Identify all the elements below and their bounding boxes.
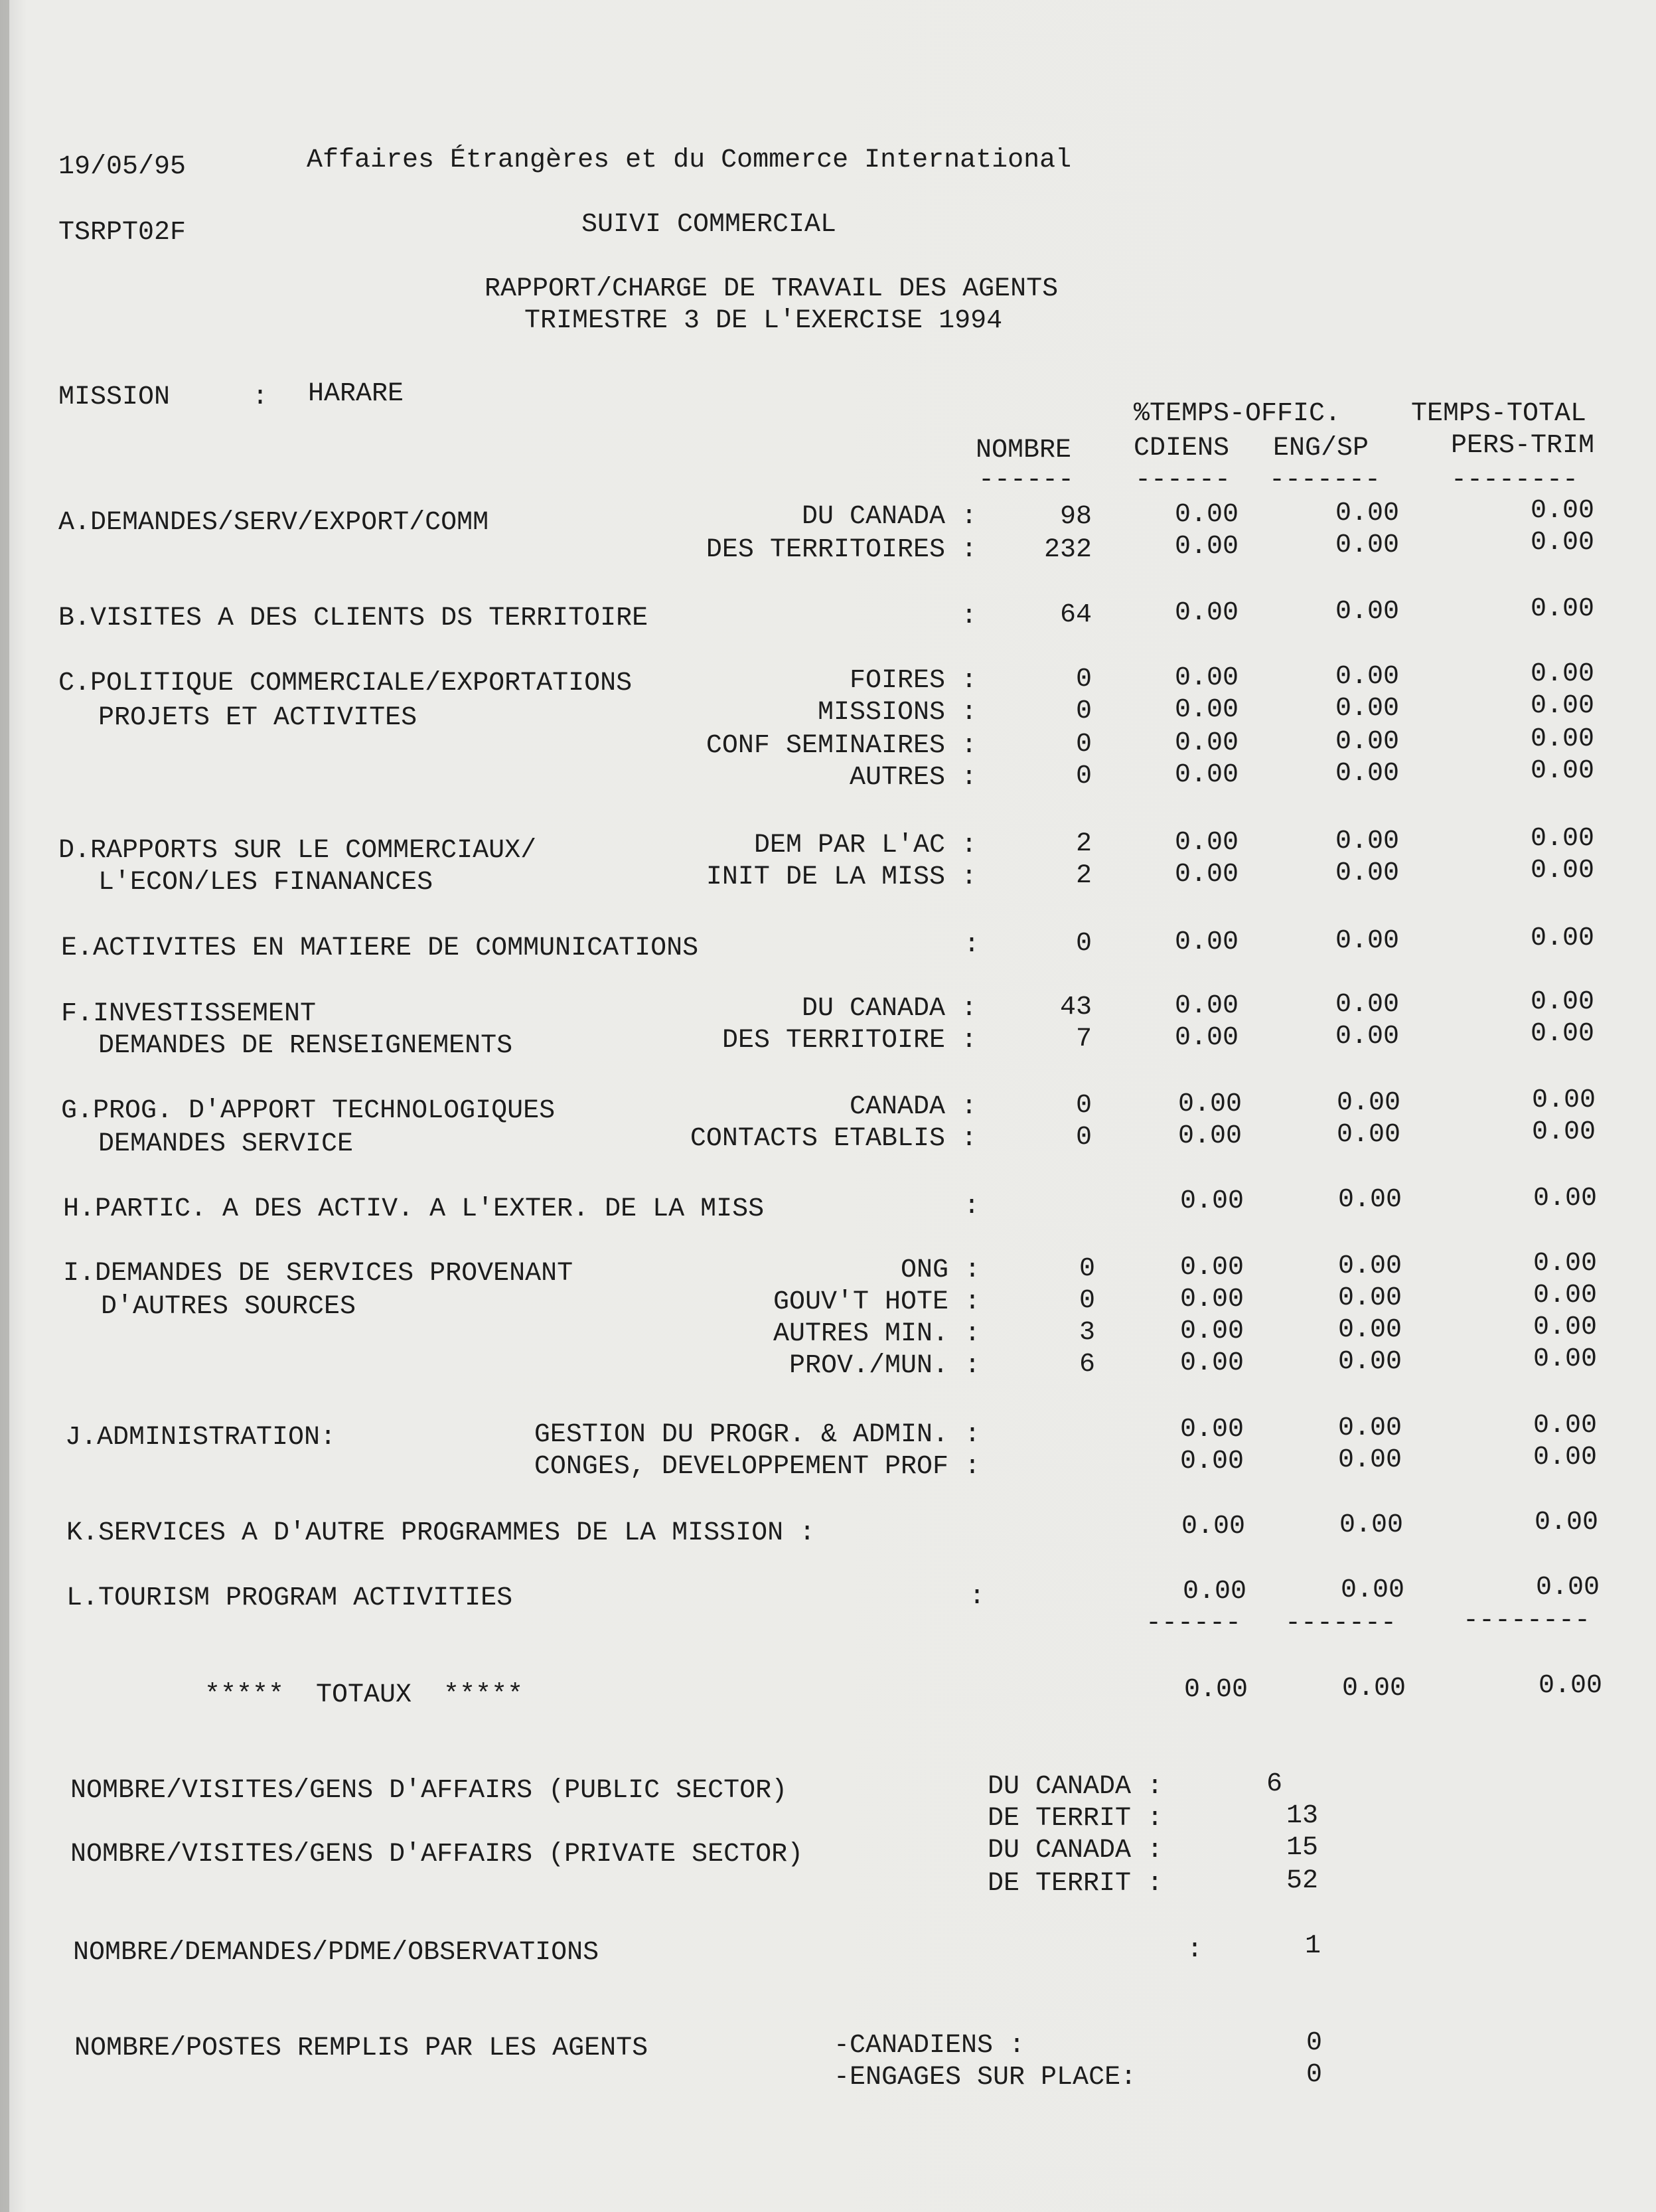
row-c3-cdiens: 0.00 [1175,728,1239,758]
row-f2-engsp: 0.00 [1335,1022,1400,1052]
row-l-total: 0.00 [1536,1573,1600,1603]
row-i1-engsp: 0.00 [1338,1251,1402,1281]
row-k-cdiens: 0.00 [1181,1512,1246,1541]
row-i1-sub: ONG : [900,1255,980,1285]
row-f1-cdiens: 0.00 [1175,991,1239,1021]
totals-label: ***** TOTAUX ***** [204,1680,524,1710]
row-c3-sub: CONF SEMINAIRES : [706,731,977,761]
row-h-cdiens: 0.00 [1180,1186,1244,1216]
section-e-label: E.ACTIVITES EN MATIERE DE COMMUNICATIONS [61,933,699,963]
section-j-label: J.ADMINISTRATION: [65,1423,337,1453]
row-h-engsp: 0.00 [1338,1185,1402,1215]
row-g2-nombre: 0 [1075,1123,1092,1152]
row-j1-total: 0.00 [1533,1411,1598,1441]
postes-engages-label: -ENGAGES SUR PLACE: [834,2063,1137,2093]
row-f1-sub: DU CANADA : [801,994,977,1024]
section-c-label-2: PROJETS ET ACTIVITES [98,703,417,733]
row-i1-nombre: 0 [1079,1254,1095,1284]
column-header-engsp: ENG/SP [1273,434,1369,463]
report-title: RAPPORT/CHARGE DE TRAVAIL DES AGENTS [485,274,1059,304]
mission-value: HARARE [308,379,404,409]
row-k-total: 0.00 [1535,1508,1599,1538]
row-c4-engsp: 0.00 [1335,759,1400,789]
report-subtitle: TRIMESTRE 3 DE L'EXERCISE 1994 [524,306,1003,336]
system-name: SUIVI COMMERCIAL [581,210,837,240]
report-date: 19/05/95 [58,152,187,182]
section-b-label: B.VISITES A DES CLIENTS DS TERRITOIRE [58,603,648,633]
row-i4-sub: PROV./MUN. : [789,1351,980,1381]
row-i2-total: 0.00 [1533,1281,1598,1310]
section-k-label: K.SERVICES A D'AUTRE PROGRAMMES DE LA MISSION : [66,1518,816,1548]
column-dashes-total: -------- [1451,465,1579,495]
demandes-value: 1 [1305,1931,1321,1961]
row-i1-total: 0.00 [1533,1249,1598,1279]
row-a1-nombre: 98 [1059,502,1092,532]
row-f1-engsp: 0.00 [1335,990,1400,1020]
row-g2-total: 0.00 [1532,1117,1596,1147]
row-i3-nombre: 3 [1079,1318,1095,1348]
section-h-label: H.PARTIC. A DES ACTIV. A L'EXTER. DE LA MISS [63,1194,765,1224]
section-c-label: C.POLITIQUE COMMERCIALE/EXPORTATIONS [58,669,633,698]
row-c3-nombre: 0 [1075,730,1092,759]
row-i4-total: 0.00 [1533,1344,1598,1374]
row-h-sub: : [964,1192,980,1222]
row-i3-total: 0.00 [1533,1312,1598,1342]
row-i3-cdiens: 0.00 [1180,1316,1244,1346]
row-e-nombre: 0 [1075,929,1092,959]
column-dashes-engsp: ------- [1269,465,1381,495]
mission-colon: : [252,382,269,412]
row-e-sub: : [964,930,980,960]
row-d1-engsp: 0.00 [1335,827,1400,856]
totals-cdiens: 0.00 [1184,1675,1248,1705]
section-g-label-2: DEMANDES SERVICE [98,1129,354,1159]
mission-label: MISSION [58,382,171,412]
row-a1-sub: DU CANADA : [801,502,977,532]
row-f2-cdiens: 0.00 [1175,1023,1239,1053]
row-c4-nombre: 0 [1075,761,1092,791]
section-a-label: A.DEMANDES/SERV/EXPORT/COMM [58,508,489,538]
visits-private-canada-label: DU CANADA : [988,1836,1164,1865]
row-j1-cdiens: 0.00 [1180,1415,1244,1445]
row-j1-sub: GESTION DU PROGR. & ADMIN. : [534,1420,980,1450]
row-b-sub: : [961,601,978,631]
row-f2-nombre: 7 [1075,1024,1092,1054]
section-g-label: G.PROG. D'APPORT TECHNOLOGIQUES [61,1096,556,1126]
row-i4-cdiens: 0.00 [1180,1348,1244,1378]
row-c2-sub: MISSIONS : [817,698,977,728]
postes-canadiens-value: 0 [1306,2028,1323,2058]
section-d-label-2: L'ECON/LES FINANANCES [98,868,433,898]
row-i1-cdiens: 0.00 [1180,1253,1244,1283]
column-dashes-nombre: ------ [978,465,1075,495]
row-e-cdiens: 0.00 [1175,927,1239,957]
row-e-engsp: 0.00 [1335,926,1400,956]
row-g1-engsp: 0.00 [1337,1088,1401,1118]
row-c2-engsp: 0.00 [1335,694,1400,724]
row-g2-cdiens: 0.00 [1178,1121,1242,1151]
total-dashes-cdiens: ------ [1146,1609,1242,1638]
row-b-nombre: 64 [1059,600,1092,630]
row-d2-total: 0.00 [1531,856,1595,886]
row-i2-sub: GOUV'T HOTE : [773,1287,980,1317]
row-a2-nombre: 232 [1043,535,1092,565]
row-g1-total: 0.00 [1532,1085,1596,1115]
visits-public-territ-label: DE TERRIT : [988,1804,1164,1834]
row-c4-total: 0.00 [1531,756,1595,786]
row-i4-nombre: 6 [1079,1350,1095,1380]
row-a1-engsp: 0.00 [1335,499,1400,528]
row-i2-nombre: 0 [1079,1286,1095,1316]
row-l-sub: : [969,1582,986,1612]
row-c1-nombre: 0 [1075,665,1092,694]
row-c4-cdiens: 0.00 [1175,760,1239,790]
row-c1-cdiens: 0.00 [1175,663,1239,693]
row-f2-total: 0.00 [1531,1019,1595,1049]
postes-label: NOMBRE/POSTES REMPLIS PAR LES AGENTS [74,2033,648,2063]
report-code: TSRPT02F [58,218,187,248]
row-a1-total: 0.00 [1531,496,1595,526]
totals-total: 0.00 [1539,1671,1603,1701]
row-c3-engsp: 0.00 [1335,727,1400,757]
row-g1-sub: CANADA : [849,1092,977,1122]
section-i-label-2: D'AUTRES SOURCES [101,1292,356,1322]
row-d1-cdiens: 0.00 [1175,828,1239,858]
row-g2-sub: CONTACTS ETABLIS : [690,1124,977,1154]
row-b-engsp: 0.00 [1335,597,1400,627]
row-d1-sub: DEM PAR L'AC : [753,830,977,860]
row-c2-total: 0.00 [1531,691,1595,721]
section-i-label: I.DEMANDES DE SERVICES PROVENANT [63,1259,573,1289]
column-header-perstrim: PERS-TRIM [1451,431,1595,461]
ministry-name: Affaires Étrangères et du Commerce International [307,145,1072,175]
row-c1-engsp: 0.00 [1335,662,1400,692]
row-d1-nombre: 2 [1075,829,1092,859]
row-j2-sub: CONGES, DEVELOPPEMENT PROF : [534,1452,980,1482]
row-c3-total: 0.00 [1531,724,1595,754]
visits-public-canada-value: 6 [1266,1769,1283,1799]
row-j2-engsp: 0.00 [1338,1445,1402,1475]
section-l-label: L.TOURISM PROGRAM ACTIVITIES [66,1583,513,1613]
row-f2-sub: DES TERRITOIRE : [721,1026,977,1056]
row-j2-cdiens: 0.00 [1180,1447,1244,1476]
row-i3-engsp: 0.00 [1338,1315,1402,1345]
row-a2-engsp: 0.00 [1335,530,1400,560]
row-f1-total: 0.00 [1531,987,1595,1017]
row-j2-total: 0.00 [1533,1443,1598,1472]
row-d2-cdiens: 0.00 [1175,860,1239,890]
row-i2-engsp: 0.00 [1338,1283,1402,1313]
row-i3-sub: AUTRES MIN. : [773,1319,980,1349]
total-dashes-engsp: ------- [1285,1609,1397,1638]
totals-engsp: 0.00 [1342,1674,1406,1703]
row-j1-engsp: 0.00 [1338,1413,1402,1443]
row-b-cdiens: 0.00 [1175,598,1239,628]
row-g1-cdiens: 0.00 [1178,1089,1242,1119]
column-header-cdiens: CDIENS [1134,434,1230,463]
postes-canadiens-label: -CANADIENS : [834,2031,1025,2061]
row-a2-cdiens: 0.00 [1175,532,1239,562]
column-header-nombre: NOMBRE [976,435,1072,465]
total-dashes-total: -------- [1463,1606,1591,1636]
row-d2-sub: INIT DE LA MISS : [706,862,977,892]
section-f-label: F.INVESTISSEMENT [61,999,317,1029]
row-b-total: 0.00 [1531,594,1595,624]
column-header-total: TEMPS-TOTAL [1411,399,1587,429]
visits-private-canada-value: 15 [1286,1833,1319,1863]
row-a2-total: 0.00 [1531,528,1595,558]
visits-public-canada-label: DU CANADA : [988,1772,1164,1802]
demandes-colon: : [1187,1935,1203,1965]
row-d2-nombre: 2 [1075,861,1092,891]
demandes-label: NOMBRE/DEMANDES/PDME/OBSERVATIONS [73,1938,599,1968]
section-d-label: D.RAPPORTS SUR LE COMMERCIAUX/ [58,836,537,866]
row-k-engsp: 0.00 [1339,1510,1404,1540]
row-i2-cdiens: 0.00 [1180,1285,1244,1314]
row-g2-engsp: 0.00 [1337,1120,1401,1150]
column-dashes-cdiens: ------ [1135,465,1231,495]
row-e-total: 0.00 [1531,923,1595,953]
row-c2-nombre: 0 [1075,696,1092,726]
row-c1-sub: FOIRES : [849,666,977,696]
row-c2-cdiens: 0.00 [1175,695,1239,725]
row-g1-nombre: 0 [1075,1091,1092,1121]
row-l-engsp: 0.00 [1341,1575,1405,1605]
row-i4-engsp: 0.00 [1338,1347,1402,1377]
row-c4-sub: AUTRES : [849,763,977,793]
row-l-cdiens: 0.00 [1183,1577,1247,1607]
section-f-label-2: DEMANDES DE RENSEIGNEMENTS [98,1031,513,1061]
row-a2-sub: DES TERRITOIRES : [706,535,977,565]
row-a1-cdiens: 0.00 [1175,500,1239,530]
page-edge-shadow [0,0,9,2212]
visits-private-territ-label: DE TERRIT : [988,1869,1164,1899]
visits-private-label: NOMBRE/VISITES/GENS D'AFFAIRS (PRIVATE SECTOR) [70,1840,804,1869]
visits-private-territ-value: 52 [1286,1866,1319,1896]
row-c1-total: 0.00 [1531,659,1595,689]
row-f1-nombre: 43 [1059,992,1092,1022]
row-d2-engsp: 0.00 [1335,858,1400,888]
column-header-pct: %TEMPS-OFFIC. [1134,399,1341,429]
row-d1-total: 0.00 [1531,824,1595,854]
postes-engages-value: 0 [1306,2060,1323,2090]
row-h-total: 0.00 [1533,1184,1598,1214]
visits-public-territ-value: 13 [1286,1801,1319,1831]
visits-public-label: NOMBRE/VISITES/GENS D'AFFAIRS (PUBLIC SECTOR) [70,1776,788,1806]
